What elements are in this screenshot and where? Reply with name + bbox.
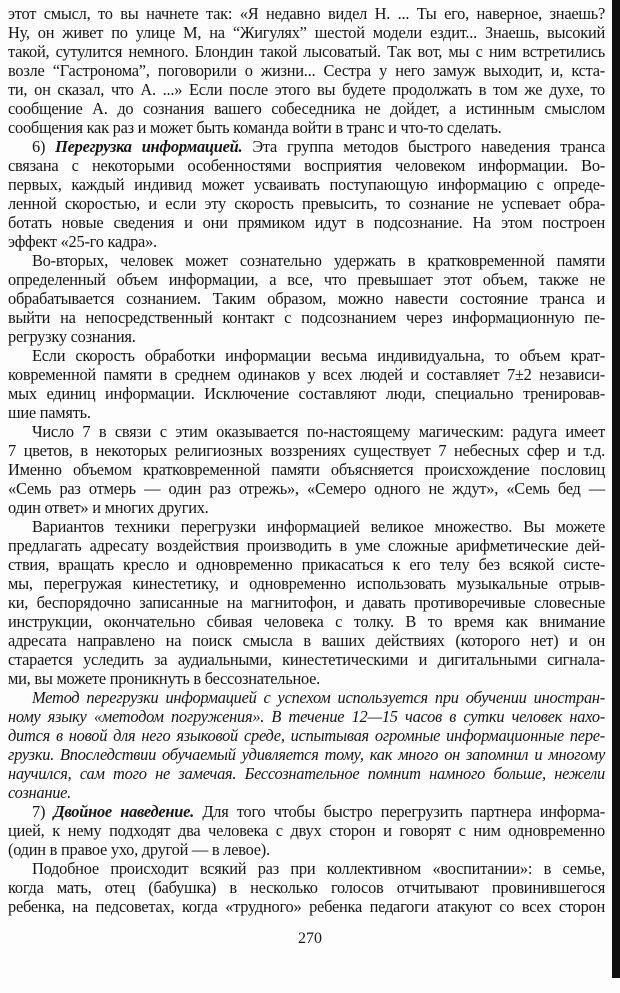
section-number: 7) — [32, 802, 54, 821]
text-line: ребенка, на педсоветах, когда «трудного» ребенка педагоги атакуют со всех сторон — [8, 897, 605, 916]
text-line: адресата направлено на поиск смысла в ваших действиях (которого нет) и он — [8, 631, 605, 650]
text-line: шие память. — [8, 403, 91, 422]
text-line: ному языку «методом погружения». В течение 12—15 часов в сутки человек нахо- — [8, 707, 605, 726]
paragraph — [8, 859, 605, 916]
text-line: 7 цветов, в некоторых религиозных воззрениях существует 7 небесных сфер и т.д. — [8, 441, 605, 460]
text-line: цией, к нему подходят два человека с двух сторон и говорят с ним одновременно — [8, 821, 605, 840]
paragraph — [8, 4, 605, 137]
text-line: ковременной памяти в среднем одинаков у всех людей и составляет 7±2 независи- — [8, 365, 605, 384]
text-line: связана с некоторыми особенностями восприятия человеком информации. Во- — [8, 156, 605, 175]
paragraph — [8, 251, 605, 346]
text-line: Именно объемом кратковременной памяти объясняется происхождение пословиц — [8, 460, 605, 479]
text-line: мы, перегружая кинестетику, и одновременно использовать музыкальные отрыв- — [8, 574, 605, 593]
text-line: обрабатывается сознанием. Таким образом, можно навести состояние транса и — [8, 289, 605, 308]
text-line: этот смысл, то вы начнете так: «Я недавно видел Н. ... Ты его, наверное, знаешь? — [8, 4, 605, 23]
text-line: «Семь раз отмерь — один раз отрежь», «Семеро одного не ждут», «Семь бед — — [8, 479, 605, 498]
text-line: инструкции, окончательно сбивая человека с толку. В то время как внимание — [8, 612, 605, 631]
text-line: Во-вторых, человек может сознательно удержать в кратковременной памяти — [32, 251, 605, 270]
text-line — [8, 137, 605, 156]
paragraph — [8, 517, 605, 688]
text-line: выйти на непосредственный контакт с подсознанием через информационную пе- — [8, 308, 605, 327]
text-line: (один в правое ухо, другой — в левое). — [8, 840, 270, 859]
text-line: ки, беспорядочно записанные на магнитофон, и давать противоречивые словесные — [8, 593, 605, 612]
text-line: такой, сутулится немного. Блондин такой лысоватый. Так вот, мы с ним встретились — [8, 42, 605, 61]
text-line: ствия, вращать кресло и одновременно прикасаться к его телу без всякой систе- — [8, 555, 605, 574]
text-line: ленной скоростью, и если эту скорость превысить, то сознание не успевает обра- — [8, 194, 605, 213]
text-line: возле “Гастронома”, поговорили о жизни... Сестра у него замуж выходит, и, кста- — [8, 61, 605, 80]
text-line: когда мать, отец (бабушка) в несколько голосов отчитывают провинившегося — [8, 878, 605, 897]
text-line — [8, 802, 605, 821]
text-line: дится в новой для него языковой среде, испытывая огромные информационные пере- — [8, 726, 605, 745]
text-line: ботать новые сведения и они прямиком идут в подсознание. На этом построен — [8, 213, 605, 232]
text-line: первых, каждый индивид может усваивать поступающую информацию с опреде- — [8, 175, 605, 194]
line-text: Для того чтобы быстро перегрузить партнера информа- — [194, 802, 606, 821]
paragraph — [8, 346, 605, 422]
text-line: научился, сам того не замечая. Бессознательное помнит намного больше, нежели — [8, 764, 605, 783]
text-line: ми, вы можете проникнуть в бессознательное. — [8, 669, 321, 688]
text-line: сообщение А. до сознания вашего собеседника не дойдет, а истинным смыслом — [8, 99, 605, 118]
text-line: определенный объем информации, а все, что превышает этот объем, также не — [8, 270, 605, 289]
line-text: Эта группа методов быстрого наведения транса — [242, 137, 605, 156]
section-heading: Двойное наведение. — [53, 802, 195, 821]
text-line: старается уследить за аудиальными, кинестетическими и дигитальными сигнала- — [8, 650, 605, 669]
paragraph — [8, 422, 605, 517]
text-line: Вариантов техники перегрузки информацией великое множество. Вы можете — [32, 517, 605, 536]
page-body — [8, 4, 605, 916]
text-line: эффект «25-го кадра». — [8, 232, 157, 251]
text-line: Если скорость обработки информации весьма индивидуальна, то объем крат- — [32, 346, 605, 365]
text-line: предлагать адресату воздействия производить в уме сложные арифметические дей- — [8, 536, 605, 555]
text-line: ти, он сказал, что А. ...» Если после этого вы будете продолжать в том же духе, то — [8, 80, 605, 99]
paragraph — [8, 137, 605, 251]
text-line: Ну, он живет по улице М, на “Жигулях” шестой модели ездит... Знаешь, высокий — [8, 23, 605, 42]
paragraph — [8, 802, 605, 859]
text-line: мых единиц информации. Исключение составляют люди, специально тренировав- — [8, 384, 605, 403]
section-number: 6) — [32, 137, 56, 156]
italic-note-paragraph — [8, 688, 605, 802]
scan-edge-shadow — [612, 0, 620, 978]
text-line: Метод перегрузки информацией с успехом используется при обучении иностран- — [32, 688, 605, 707]
text-line: сообщения как раз и может быть команда войти в транс и что-то сделать. — [8, 118, 502, 137]
text-line: Подобное происходит всякий раз при коллективном «воспитании»: в семье, — [32, 859, 605, 878]
text-line: один ответ» и многих других. — [8, 498, 209, 517]
page-number: 270 — [298, 930, 322, 947]
text-line: сознание. — [8, 783, 72, 802]
text-line: регрузку сознания. — [8, 327, 136, 346]
text-line: Число 7 в связи с этим оказывается по-настоящему магическим: радуга имеет — [32, 422, 605, 441]
section-heading: Перегрузка информацией. — [55, 137, 243, 156]
text-line: грузки. Впоследствии обучаемый удивляется тому, как много он запомнил и многому — [8, 745, 605, 764]
